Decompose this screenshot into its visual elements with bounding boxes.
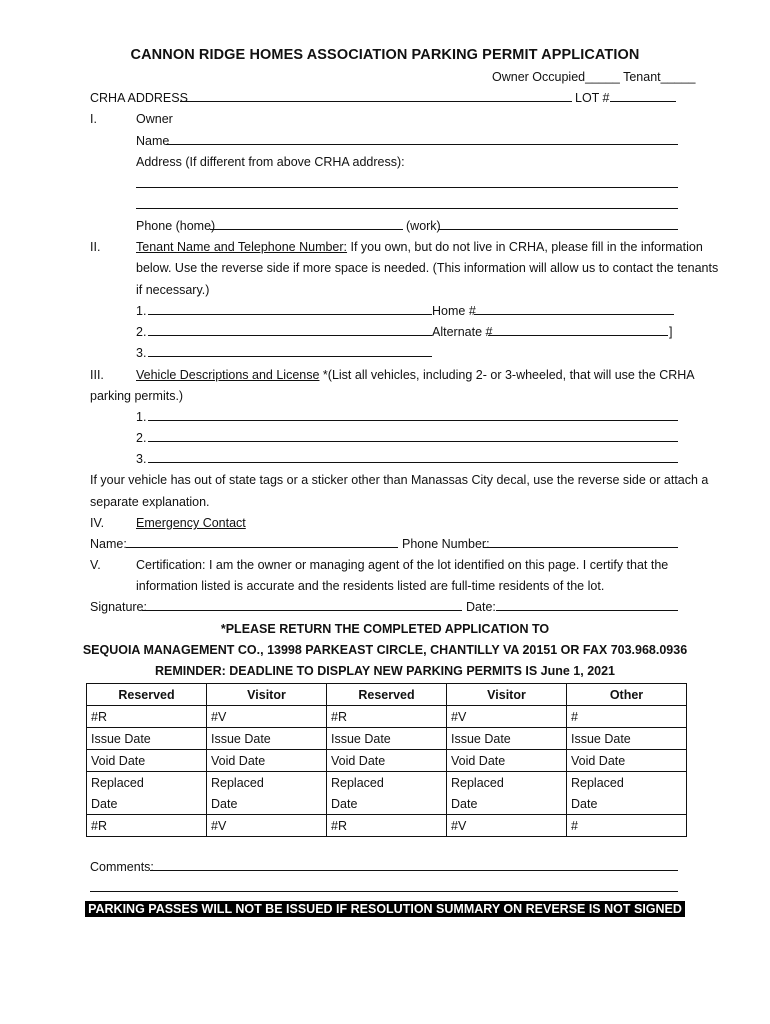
out-of-state-note-line-2: separate explanation. [90,495,210,509]
section-2-text [136,239,703,255]
table-row [87,728,687,750]
out-of-state-note-line-1: If your vehicle has out of state tags or a sticker other than Manassas City decal, use the reverse side or attach a [90,473,709,487]
comments-input-line-2[interactable] [90,891,678,892]
table-header: Reserved [87,684,207,706]
table-cell[interactable]: #R [327,706,447,728]
tenant-alternate-label: Alternate # [432,325,493,339]
table-cell[interactable]: #R [327,815,447,837]
table-cell[interactable]: Issue Date [87,728,207,750]
table-cell[interactable]: Void Date [327,750,447,772]
table-row [87,706,687,728]
deadline-reminder: REMINDER: DEADLINE TO DISPLAY NEW PARKING PERMITS IS June 1, 2021 [154,664,616,678]
table-cell[interactable]: Date [327,793,447,815]
table-row [87,772,687,794]
table-cell[interactable]: Void Date [447,750,567,772]
table-cell[interactable]: #V [207,706,327,728]
owner-address-line-2[interactable] [136,208,678,209]
table-cell[interactable]: Issue Date [567,728,687,750]
table-cell[interactable]: Replaced [327,772,447,794]
section-2-text-line-2: below. Use the reverse side if more space is needed. (This information will allow us to contact the tenants [136,261,719,275]
table-cell[interactable]: Replaced [87,772,207,794]
phone-work-label: (work) [406,219,441,233]
table-cell[interactable]: Replaced [207,772,327,794]
emergency-phone-input[interactable] [483,547,678,548]
table-row [87,793,687,815]
table-cell[interactable]: #R [87,706,207,728]
signature-input[interactable] [142,610,462,611]
table-cell[interactable]: Date [567,793,687,815]
table-row [87,750,687,772]
comments-input-line-1[interactable] [150,870,678,871]
tenant-name-input-3[interactable] [148,356,432,357]
table-header-row [87,684,687,706]
crha-address-input[interactable] [180,101,572,102]
tenant-home-label: Home # [432,304,476,318]
emergency-phone-label: Phone Number: [402,537,490,551]
lot-input[interactable] [610,101,676,102]
section-3-text-line-2: parking permits.) [90,389,184,403]
table-cell[interactable]: Replaced [447,772,567,794]
table-cell[interactable]: Void Date [87,750,207,772]
return-instructions: *PLEASE RETURN THE COMPLETED APPLICATION TO [220,622,550,636]
vehicle-input-1[interactable] [148,420,678,421]
comments-label: Comments: [90,860,154,874]
crha-address-label: CRHA ADDRESS [90,91,188,105]
table-cell[interactable]: Void Date [567,750,687,772]
owner-occupied-field[interactable]: Owner Occupied_____ [492,70,620,84]
tenant-home-input[interactable] [474,314,674,315]
tenant-row-3-number: 3. [136,346,147,360]
signature-date-input[interactable] [496,610,678,611]
table-cell[interactable]: #V [447,815,567,837]
table-header: Visitor [447,684,567,706]
table-cell[interactable]: # [567,706,687,728]
table-cell[interactable]: #V [207,815,327,837]
phone-home-input[interactable] [210,229,403,230]
permit-table [86,683,687,837]
table-row [87,815,687,837]
phone-home-label: Phone (home) [136,219,216,233]
owner-address-label: Address (If different from above CRHA address): [136,155,405,169]
tenant-field[interactable]: Tenant_____ [623,70,696,84]
occupancy-line [492,69,695,85]
section-1-heading: Owner [136,112,173,126]
table-cell[interactable]: Issue Date [447,728,567,750]
section-3-number: III. [90,368,104,382]
section-2-heading: Tenant Name and Telephone Number: [136,240,348,254]
table-cell[interactable]: Date [207,793,327,815]
section-2-text-line-3: if necessary.) [136,283,210,297]
table-cell[interactable]: Issue Date [207,728,327,750]
section-2-intro: If you own, but do not live in CRHA, please fill in the information [347,240,703,254]
phone-work-input[interactable] [438,229,678,230]
table-cell[interactable]: # [567,815,687,837]
emergency-name-input[interactable] [126,547,398,548]
table-cell[interactable]: Date [87,793,207,815]
table-header: Reserved [327,684,447,706]
signature-label: Signature: [90,600,147,614]
tenant-name-input-1[interactable] [148,314,432,315]
section-3-heading: Vehicle Descriptions and License [136,368,320,382]
table-cell[interactable]: Date [447,793,567,815]
certification-line-2: information listed is accurate and the residents listed are full-time residents of the lot. [136,579,605,593]
tenant-row-1-number: 1. [136,304,147,318]
section-5-number: V. [90,558,101,572]
footer-warning-text: PARKING PASSES WILL NOT BE ISSUED IF RESOLUTION SUMMARY ON REVERSE IS NOT SIGNED [85,901,685,917]
owner-address-line-1[interactable] [136,187,678,188]
vehicle-row-1-number: 1. [136,410,147,424]
signature-date-label: Date: [466,600,496,614]
section-4-heading: Emergency Contact [136,516,246,530]
section-3-intro: *(List all vehicles, including 2- or 3-wheeled, that will use the CRHA [319,368,695,382]
management-address: SEQUOIA MANAGEMENT CO., 13998 PARKEAST CIRCLE, CHANTILLY VA 20151 OR FAX 703.968.0936 [82,643,688,657]
tenant-alternate-input[interactable] [488,335,668,336]
section-4-number: IV. [90,516,105,530]
table-cell[interactable]: #R [87,815,207,837]
form-title: CANNON RIDGE HOMES ASSOCIATION PARKING PERMIT APPLICATION [130,47,640,63]
tenant-row-2-number: 2. [136,325,147,339]
table-cell[interactable]: Replaced [567,772,687,794]
table-header: Visitor [207,684,327,706]
emergency-name-label: Name: [90,537,127,551]
tenant-name-input-2[interactable] [148,335,432,336]
section-3-text [136,367,695,383]
table-cell[interactable]: Issue Date [327,728,447,750]
certification-line-1: Certification: I am the owner or managing agent of the lot identified on this page. I certify that the [136,558,669,572]
vehicle-row-3-number: 3. [136,452,147,466]
table-header: Other [567,684,687,706]
vehicle-input-2[interactable] [148,441,678,442]
section-2-number: II. [90,240,101,254]
tenant-alternate-bracket: ] [669,325,673,339]
vehicle-row-2-number: 2. [136,431,147,445]
lot-label: LOT # [575,91,610,105]
owner-name-label: Name [136,134,170,148]
table-cell[interactable]: Void Date [207,750,327,772]
footer-warning [0,901,770,917]
table-cell[interactable]: #V [447,706,567,728]
vehicle-input-3[interactable] [148,462,678,463]
section-1-number: I. [90,112,97,126]
owner-name-input[interactable] [166,144,678,145]
